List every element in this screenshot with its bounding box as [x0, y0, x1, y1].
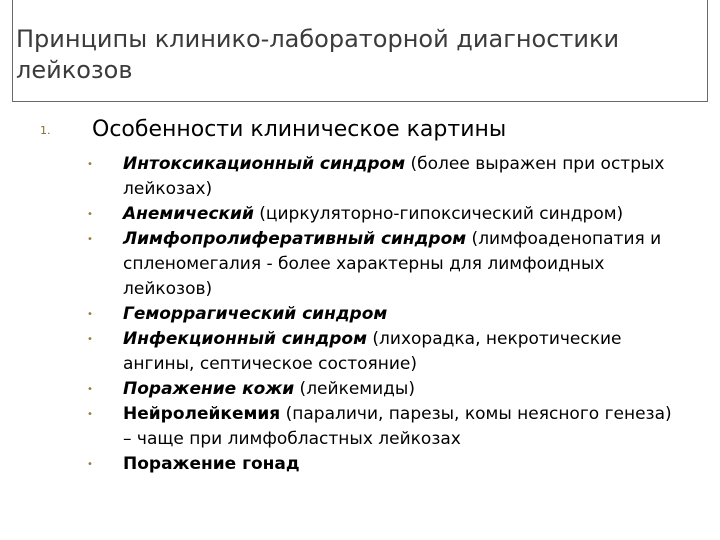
item-keyword: Интоксикационный синдром: [123, 154, 406, 174]
item-keyword: Нейролейкемия: [123, 404, 281, 424]
bullet-icon: •: [87, 309, 93, 320]
bullet-icon: •: [87, 159, 93, 170]
bullet-icon: •: [87, 234, 93, 245]
list-item: [0, 202, 720, 227]
item-description: (более выражен при острых лейкозах): [123, 154, 665, 199]
item-description: (лихорадка, некротические ангины, септическое состояние): [123, 329, 622, 374]
bullet-icon: •: [87, 459, 93, 470]
item-description: (параличи, парезы, комы неясного генеза) – чаще при лимфобластных лейкозах: [123, 404, 672, 449]
item-description: (лейкемиды): [294, 379, 415, 399]
bullet-icon: •: [87, 209, 93, 220]
item-keyword: Инфекционный синдром: [123, 329, 368, 349]
item-keyword: Лимфопролиферативный синдром: [123, 229, 467, 249]
item-description: (лимфоаденопатия и спленомегалия - более характерны для лимфоидных лейкозов): [123, 229, 662, 299]
item-keyword: Анемический: [123, 204, 254, 224]
section-heading: Особенности клиническое картины: [92, 117, 507, 142]
title-frame: [12, 0, 708, 102]
slide-title-line-1: Принципы клинико-лабораторной диагностики: [16, 25, 620, 53]
bullet-icon: •: [87, 334, 93, 345]
item-keyword: Поражение кожи: [123, 379, 295, 399]
list-item: [0, 227, 720, 302]
item-keyword: Геморрагический синдром: [123, 304, 388, 324]
list-item: [0, 302, 720, 327]
list-item: [0, 152, 720, 202]
bullet-icon: •: [87, 409, 93, 420]
item-description: (циркуляторно-гипоксический синдром): [253, 204, 624, 224]
list-item: [0, 402, 720, 452]
section-number: 1.: [40, 124, 51, 137]
item-keyword: Поражение гонад: [123, 454, 300, 474]
slide-title: [13, 24, 706, 86]
bullet-icon: •: [87, 384, 93, 395]
symptom-list: [0, 152, 720, 477]
slide-title-line-2: лейкозов: [16, 56, 133, 84]
list-item: [0, 327, 720, 377]
list-item: [0, 452, 720, 477]
list-item: [0, 377, 720, 402]
